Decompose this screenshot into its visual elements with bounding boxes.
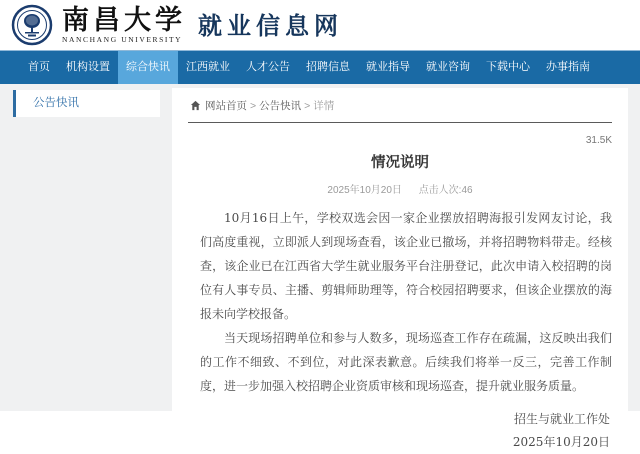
breadcrumb-item-3: 详情: [313, 100, 335, 112]
article-paragraph-1: 10月16日上午，学校双选会因一家企业摆放招聘海报引发网友讨论，我们高度重视，立即派人到现场查看，该企业已撤场，并将招聘物料带走。经核查，该企业已在江西省大学生就业服务平台注册登记，此次申请入校招聘的岗位有人事专员、主播、剪辑师助理等，符合校园招聘要求，但该企业摆放的海报未向学校报备。: [200, 211, 612, 321]
nav-item-5[interactable]: 人才公告: [246, 61, 290, 73]
signature-department: 招生与就业工作处: [513, 412, 610, 426]
site-header: [0, 0, 640, 50]
article-body: [188, 206, 612, 398]
breadcrumb-separator: >: [304, 100, 311, 112]
breadcrumb-divider: [188, 122, 612, 123]
article-meta: [188, 181, 612, 196]
article-view-count: 点击人次:46: [418, 185, 473, 196]
breadcrumb-item-2[interactable]: 公告快讯: [259, 100, 302, 112]
article-title: 情况说明: [371, 154, 429, 171]
site-title: 就业信息网: [198, 12, 343, 40]
home-icon: [190, 100, 201, 111]
breadcrumb-item-1[interactable]: 网站首页: [205, 100, 247, 112]
nav-item-6[interactable]: 招聘信息: [306, 61, 350, 73]
content-area: [0, 84, 640, 449]
signature-date: 2025年10月20日: [512, 435, 610, 449]
article-signature: [188, 408, 612, 454]
breadcrumb: [188, 98, 612, 113]
university-name-block: [62, 4, 186, 44]
article-date: 2025年10月20日: [327, 185, 402, 196]
nav-item-8[interactable]: 就业咨询: [426, 61, 470, 73]
university-logo-icon: [12, 5, 52, 45]
nav-item-7[interactable]: 就业指导: [366, 61, 410, 73]
nav-item-10[interactable]: 办事指南: [546, 61, 590, 73]
nav-item-4[interactable]: 江西就业: [186, 61, 230, 73]
main-panel: [172, 88, 628, 449]
article-paragraph-2: 当天现场招聘单位和参与人数多，现场巡查工作存在疏漏，这反映出我们的工作不细致、不到位，对此深表歉意。后续我们将举一反三，完善工作制度，进一步加强入校招聘企业资质审核和现场巡查，提升就业服务质量。: [200, 331, 612, 393]
nav-item-9[interactable]: 下载中心: [486, 61, 530, 73]
nav-item-1[interactable]: 首页: [28, 61, 50, 73]
share-count: 31.5K: [585, 135, 612, 146]
breadcrumb-separator: >: [250, 100, 257, 112]
sidebar-item-1[interactable]: 公告快讯: [33, 97, 79, 109]
breadcrumb-items: [205, 98, 334, 113]
nav-item-2[interactable]: 机构设置: [66, 61, 110, 73]
nav-bar: [0, 50, 640, 84]
nav-item-3[interactable]: 综合快讯: [118, 51, 178, 84]
sidebar: [13, 90, 160, 117]
university-name-en: NANCHANG UNIVERSITY: [62, 34, 183, 44]
university-name-cn: 南昌大学: [62, 4, 186, 36]
